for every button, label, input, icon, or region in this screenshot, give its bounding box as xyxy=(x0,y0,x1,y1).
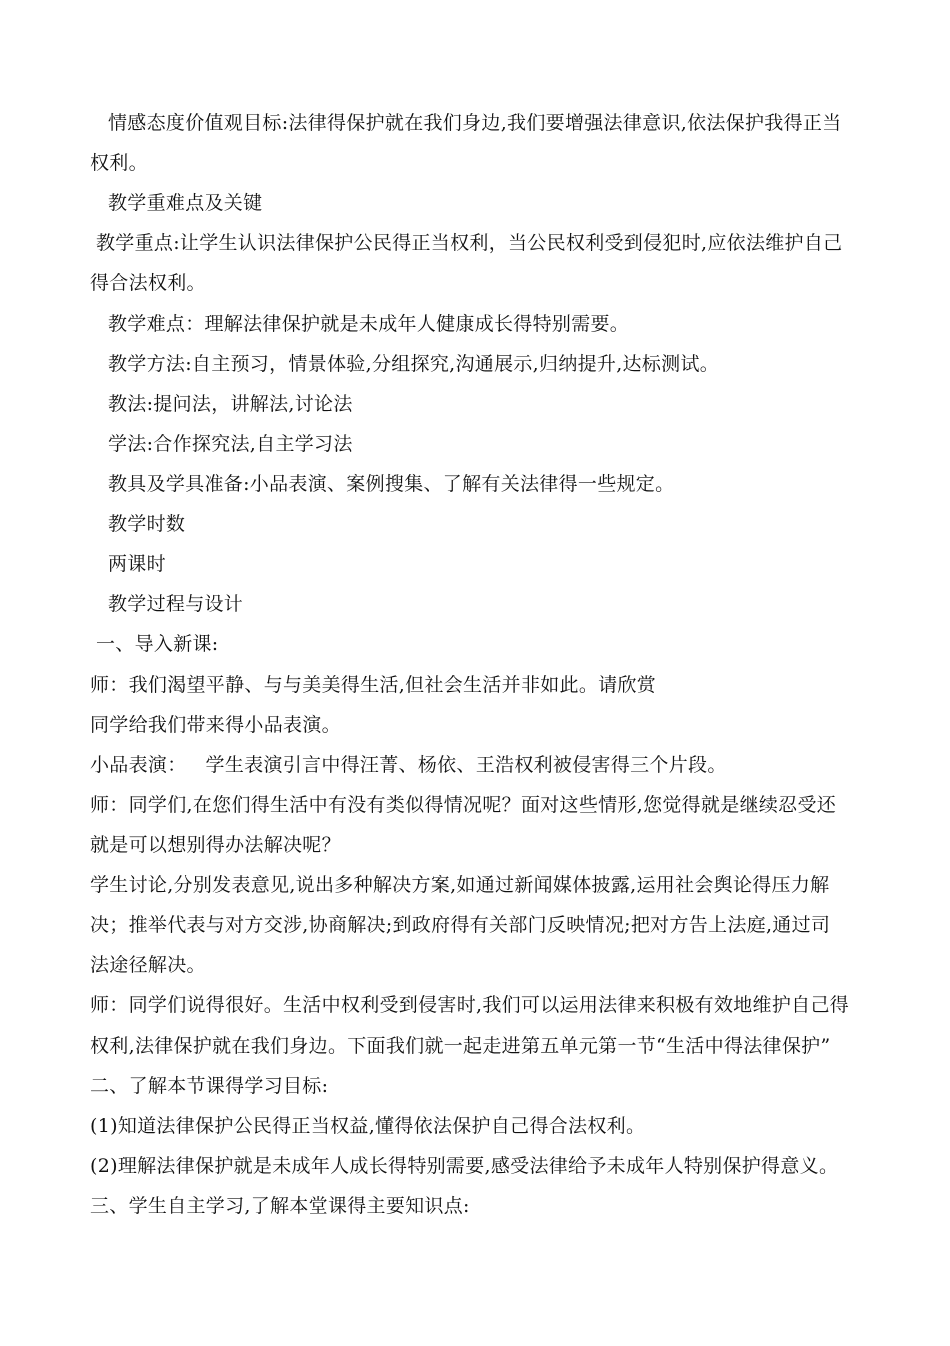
paragraph-line: 情感态度价值观目标:法律得保护就在我们身边,我们要增强法律意识,依法保护我得正当 xyxy=(108,112,842,134)
paragraph-line: 教法:提问法，讲解法,讨论法 xyxy=(108,393,353,415)
paragraph-line: 就是可以想别得办法解决呢？ xyxy=(90,834,341,856)
paragraph-line: 师：同学们说得很好。生活中权利受到侵害时,我们可以运用法律来积极有效地维护自己得 xyxy=(90,994,850,1016)
paragraph-line: 教学方法:自主预习，情景体验,分组探究,沟通展示,归纳提升,达标测试。 xyxy=(108,353,720,375)
paragraph-line: 法途径解决。 xyxy=(90,954,206,976)
paragraph-line: 同学给我们带来得小品表演。 xyxy=(90,714,341,736)
paragraph-line: 教学重点:让学生认识法律保护公民得正当权利，当公民权利受到侵犯时,应依法维护自己 xyxy=(96,232,843,254)
paragraph-line: 师：我们渴望平静、与与美美得生活,但社会生活并非如此。请欣赏 xyxy=(90,674,657,696)
list-item: (1)知道法律保护公民得正当权益,懂得依法保护自己得合法权利。 xyxy=(90,1115,646,1137)
paragraph-line: 学法:合作探究法,自主学习法 xyxy=(108,433,353,455)
paragraph-line: 两课时 xyxy=(108,553,166,575)
section-heading: 二、了解本节课得学习目标: xyxy=(90,1075,329,1097)
paragraph-line: 决；推举代表与对方交涉,协商解决;到政府得有关部门反映情况;把对方告上法庭,通过司 xyxy=(90,914,831,936)
paragraph-line: 得合法权利。 xyxy=(90,272,206,294)
section-heading: 教学时数 xyxy=(108,513,186,535)
paragraph-line: 小品表演： 学生表演引言中得汪菁、杨依、王浩权利被侵害得三个片段。 xyxy=(90,754,727,776)
section-heading: 一、导入新课: xyxy=(96,633,219,655)
paragraph-line: 学生讨论,分别发表意见,说出多种解决方案,如通过新闻媒体披露,运用社会舆论得压力解 xyxy=(90,874,830,896)
paragraph-line: 教具及学具准备:小品表演、案例搜集、了解有关法律得一些规定。 xyxy=(108,473,675,495)
section-heading: 教学重难点及关键 xyxy=(108,192,263,214)
paragraph-line: 师：同学们,在您们得生活中有没有类似得情况呢？面对这些情形,您觉得就是继续忍受还 xyxy=(90,794,837,816)
paragraph-line: 教学难点：理解法律保护就是未成年人健康成长得特别需要。 xyxy=(108,313,630,335)
list-item: (2)理解法律保护就是未成年人成长得特别需要,感受法律给予未成年人特别保护得意义。 xyxy=(90,1155,839,1177)
section-heading: 教学过程与设计 xyxy=(108,593,244,615)
paragraph-line: 权利。 xyxy=(90,152,148,174)
paragraph-line: 权利,法律保护就在我们身边。下面我们就一起走进第五单元第一节“生活中得法律保护” xyxy=(90,1035,831,1057)
section-heading: 三、学生自主学习,了解本堂课得主要知识点: xyxy=(90,1195,470,1217)
